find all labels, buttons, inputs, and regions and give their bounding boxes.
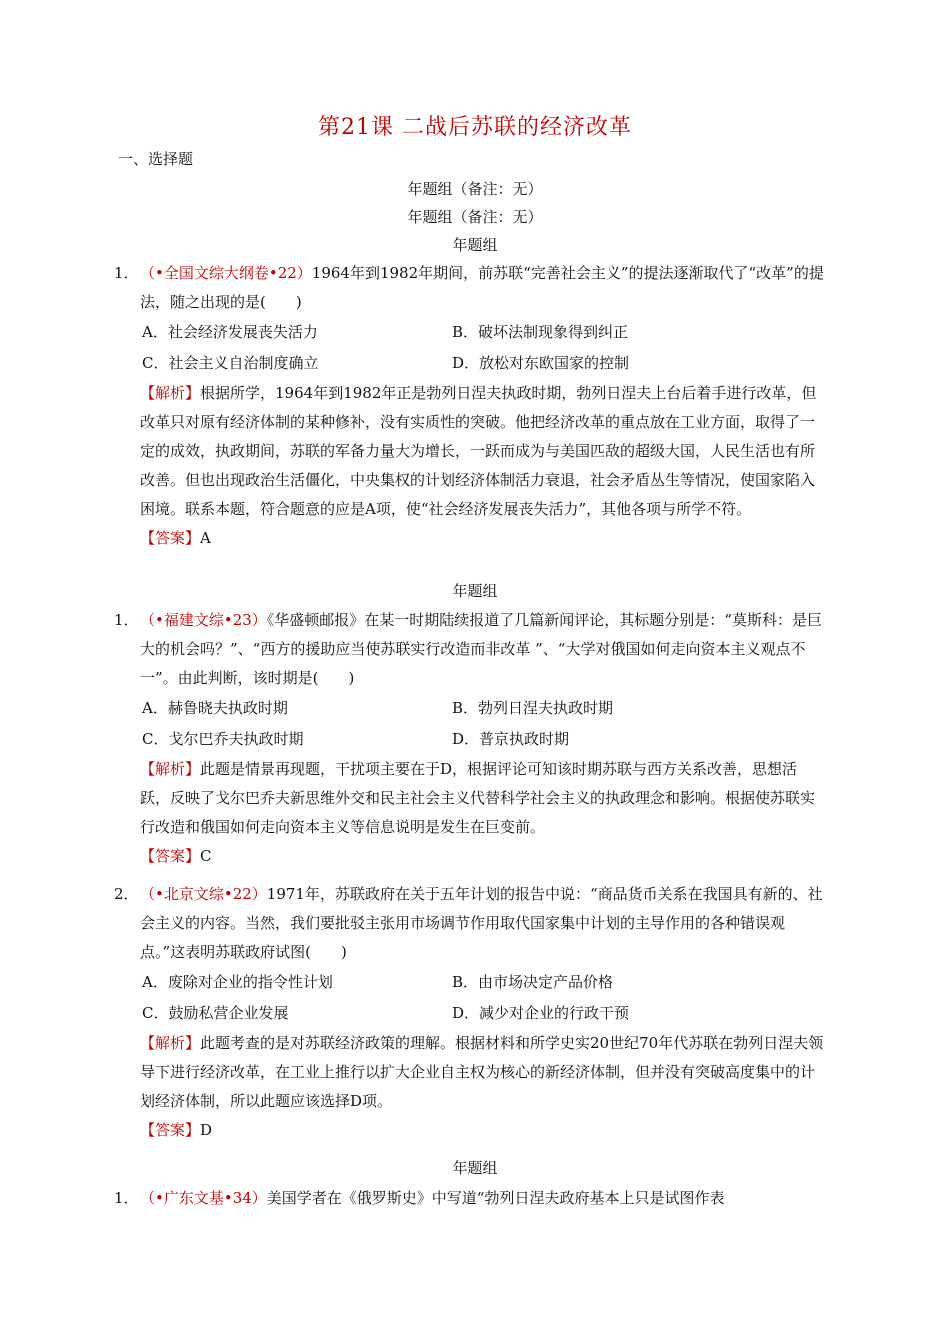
option-d: D．普京执政时期	[452, 730, 570, 748]
option-c: C．社会主义自治制度确立	[142, 354, 319, 372]
answer	[114, 1116, 824, 1145]
analysis	[114, 379, 824, 524]
options-grid	[114, 967, 824, 1029]
options-grid	[114, 317, 824, 379]
analysis-text: 此题考查的是对苏联经济政策的理解。根据材料和所学史实20世纪70年代苏联在勃列日涅夫领导下进行经济改革，在工业上推行以扩大企业自主权为核心的新经济体制，但并没有突破高度集中的计划经济体制，所以此题应该选择D项。	[140, 1034, 824, 1110]
analysis-text: 根据所学，1964年到1982年正是勃列日涅夫执政时期，勃列日涅夫上台后着手进行改革，但改革只对原有经济体制的某种修补，没有实质性的突破。他把经济改革的重点放在工业方面，取得了一定的成效，执政期间，苏联的军备力量大为增长，一跃而成为与美国匹敌的超级大国，人民生活也有所改善。但也出现政治生活僵化，中央集权的计划经济体制活力衰退，社会矛盾丛生等情况，使国家陷入困境。联系本题，符合题意的应是A项，使“社会经济发展丧失活力”，其他各项与所学不符。	[140, 384, 817, 518]
option-c: C．戈尔巴乔夫执政时期	[142, 730, 304, 748]
answer-value: D	[200, 1121, 213, 1139]
answer	[114, 842, 824, 871]
option-b: B．勃列日涅夫执政时期	[452, 699, 614, 717]
question-source: （•北京文综•22）	[140, 885, 267, 903]
question-text: 美国学者在《俄罗斯史》中写道“勃列日涅夫政府基本上只是试图作表	[266, 1189, 725, 1207]
answer-tag: 【答案】	[140, 529, 201, 547]
question-source: （•福建文综•23）	[140, 611, 267, 629]
group-label: 年题组	[452, 236, 498, 254]
question-text: 《华盛顿邮报》在某一时期陆续报道了几篇新闻评论，其标题分别是：“莫斯科：是巨大的机会吗？”、“西方的援助应当使苏联实行改造而非改革 ”、“大学对俄国如何走向资本主义观点不一”。由此判断，该时期是( )	[140, 611, 822, 687]
option-d: D．减少对企业的行政干预	[452, 1004, 630, 1022]
question-number: 1．	[114, 611, 139, 629]
analysis	[114, 1029, 824, 1116]
option-a: A．赫鲁晓夫执政时期	[142, 699, 288, 717]
question-source: （•全国文综大纲卷•22）	[140, 264, 312, 282]
answer-value: C	[200, 847, 212, 865]
question-text: 1971年，苏联政府在关于五年计划的报告中说：“商品货币关系在我国具有新的、社会主义的内容。当然，我们要批驳主张用市场调节作用取代国家集中计划的主导作用的各种错误观点。”这表明苏联政府试图( )	[140, 885, 823, 961]
answer-value: A	[200, 529, 211, 547]
question-block	[114, 259, 824, 553]
analysis-tag: 【解析】	[140, 760, 201, 778]
answer-tag: 【答案】	[140, 1121, 201, 1139]
question-stem	[114, 259, 824, 317]
option-a: A．废除对企业的指令性计划	[142, 973, 333, 991]
analysis	[114, 755, 824, 842]
question-number: 1．	[114, 1189, 139, 1207]
question-block	[114, 606, 824, 871]
group-label: 年题组	[452, 1159, 498, 1177]
answer	[114, 524, 824, 553]
question-stem	[114, 880, 824, 967]
lesson-title: 第21课 二战后苏联的经济改革	[318, 115, 632, 140]
question-block	[114, 880, 824, 1145]
option-b: B．破坏法制现象得到纠正	[452, 323, 629, 341]
question-stem	[114, 1184, 824, 1213]
option-c: C．鼓励私营企业发展	[142, 1004, 289, 1022]
group-header-1: 年题组（备注：无）	[407, 180, 543, 198]
analysis-tag: 【解析】	[140, 384, 201, 402]
question-text: 1964年到1982年期间，前苏联“完善社会主义”的提法逐渐取代了“改革”的提法，随之出现的是( )	[140, 264, 824, 311]
option-b: B．由市场决定产品价格	[452, 973, 614, 991]
analysis-text: 此题是情景再现题，干扰项主要在于D，根据评论可知该时期苏联与西方关系改善，思想活跃，反映了戈尔巴乔夫新思维外交和民主社会主义代替科学社会主义的执政理念和影响。根据使苏联实行改造和俄国如何走向资本主义等信息说明是发生在巨变前。	[140, 760, 816, 836]
section-heading: 一、选择题	[118, 150, 194, 168]
option-a: A．社会经济发展丧失活力	[142, 323, 318, 341]
answer-tag: 【答案】	[140, 847, 201, 865]
question-block	[114, 1184, 824, 1213]
question-stem	[114, 606, 824, 693]
question-number: 2．	[114, 885, 139, 903]
group-label: 年题组	[452, 582, 498, 600]
analysis-tag: 【解析】	[140, 1034, 201, 1052]
group-header-2: 年题组（备注：无）	[407, 208, 543, 226]
options-grid	[114, 693, 824, 755]
option-d: D．放松对东欧国家的控制	[452, 354, 630, 372]
question-number: 1．	[114, 264, 139, 282]
question-source: （•广东文基•34）	[140, 1189, 267, 1207]
